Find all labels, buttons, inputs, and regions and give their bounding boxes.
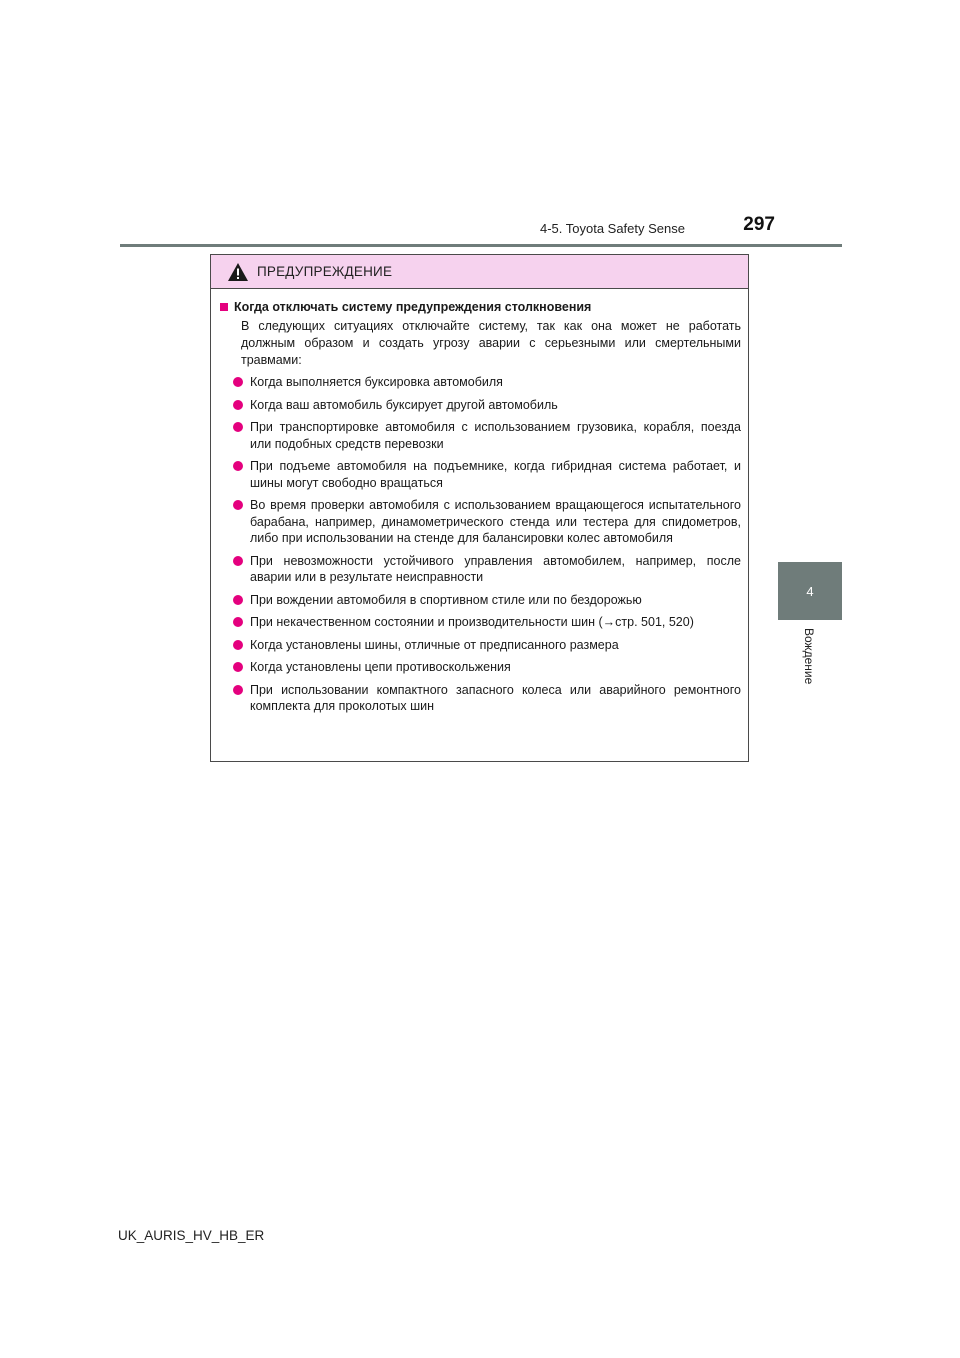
bullet-dot-icon (233, 422, 243, 432)
list-item-text: При использовании компактного запасного колеса или аварийного ремонтного комплекта для проколотых шин (250, 682, 741, 714)
bullet-dot-icon (233, 500, 243, 510)
list-item (218, 592, 741, 609)
list-item (218, 637, 741, 654)
list-item-text: При подъеме автомобиля на подъемнике, когда гибридная система работает, и шины могут свободно вращаться (250, 459, 741, 490)
bullet-dot-icon (233, 461, 243, 471)
list-item-text: При некачественном состоянии и производительности шин (→стр. 501, 520) (250, 615, 694, 630)
bullet-dot-icon (233, 556, 243, 566)
list-item (218, 397, 741, 414)
bullet-dot-icon (233, 595, 243, 605)
bullet-dot-icon (233, 685, 243, 695)
warning-triangle-icon (227, 262, 249, 282)
list-item-text: При невозможности устойчивого управления автомобилем, например, после аварии или в результате неисправности (250, 553, 741, 585)
page-number: 297 (743, 214, 775, 235)
bullet-dot-icon (233, 377, 243, 387)
list-item (218, 497, 741, 547)
list-item (218, 682, 741, 715)
list-item-text: Когда выполняется буксировка автомобиля (250, 375, 503, 390)
bullet-dot-icon (233, 662, 243, 672)
list-item-text: Когда ваш автомобиль буксирует другой автомобиль (250, 397, 558, 412)
warning-body (211, 289, 748, 715)
list-item (218, 553, 741, 586)
header-divider (120, 244, 842, 247)
section-title: 4-5. Toyota Safety Sense (539, 221, 685, 236)
bullet-dot-icon (233, 400, 243, 410)
warning-box (210, 254, 749, 762)
bullet-list (218, 374, 741, 715)
document-code: UK_AURIS_HV_HB_ER (118, 1228, 265, 1243)
list-item (218, 659, 741, 676)
list-item (218, 419, 741, 452)
list-item-text: Когда установлены цепи противоскольжения (250, 660, 511, 675)
chapter-number: 4 (806, 583, 814, 599)
square-bullet-icon (220, 303, 228, 311)
list-item-text: Во время проверки автомобиля с использованием вращающегося испытательного барабана, например, динамометрического стенда или тестера для спидометров, либо при использовании на стенде для балансировки колес автомобиля (250, 498, 741, 546)
list-item-text: Когда установлены шины, отличные от предписанного размера (250, 637, 619, 652)
chapter-tab (778, 562, 842, 620)
section-heading (218, 300, 741, 314)
warning-header (211, 255, 748, 289)
list-item (218, 458, 741, 491)
intro-paragraph: В следующих ситуациях отключайте систему, так как она может не работать должным образом и создать угрозу аварии с серьезными или смертельными травмами: (241, 319, 741, 367)
chapter-label: Вождение (802, 628, 816, 685)
bullet-dot-icon (233, 640, 243, 650)
bullet-dot-icon (233, 617, 243, 627)
list-item (218, 374, 741, 391)
section-heading-text: Когда отключать систему предупреждения столкновения (234, 300, 592, 314)
list-item (218, 614, 741, 631)
warning-title: ПРЕДУПРЕЖДЕНИЕ (257, 264, 393, 279)
list-item-text: При транспортировке автомобиля с использованием грузовика, корабля, поезда или подобных средств перевозки (250, 420, 741, 451)
list-item-text: При вождении автомобиля в спортивном стиле или по бездорожью (250, 592, 642, 607)
